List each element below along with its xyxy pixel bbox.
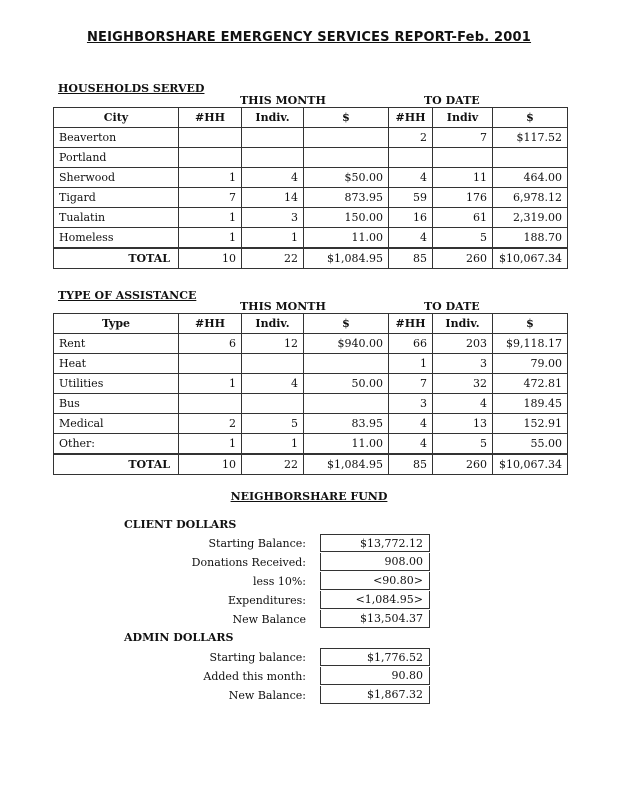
- value-cell: [242, 354, 304, 374]
- assistance-header-cell: $: [493, 314, 568, 334]
- row-label-cell: Utilities: [54, 374, 179, 394]
- table-row: [54, 148, 568, 168]
- households-header-cell: $: [493, 108, 568, 128]
- value-cell: 7: [179, 188, 242, 208]
- fund-row-label: less 10%:: [253, 575, 306, 588]
- value-cell: [179, 128, 242, 148]
- fund-row-label: New Balance: [232, 613, 306, 626]
- fund-row-label: Added this month:: [203, 670, 306, 683]
- value-cell: 464.00: [493, 168, 568, 188]
- value-cell: 1: [179, 208, 242, 228]
- value-cell: 4: [242, 374, 304, 394]
- value-cell: 189.45: [493, 394, 568, 414]
- value-cell: 1: [242, 434, 304, 455]
- value-cell: 79.00: [493, 354, 568, 374]
- households-header-cell: #HH: [179, 108, 242, 128]
- assistance-this-month-label: THIS MONTH: [240, 300, 326, 313]
- row-label-cell: Sherwood: [54, 168, 179, 188]
- total-value-cell: 10: [179, 248, 242, 269]
- value-cell: 472.81: [493, 374, 568, 394]
- total-value-cell: 85: [389, 248, 433, 269]
- assistance-header-cell: Indiv.: [242, 314, 304, 334]
- table-row: [54, 334, 568, 354]
- total-value-cell: 10: [179, 454, 242, 475]
- table-row: [54, 168, 568, 188]
- fund-row-value: 908.00: [320, 553, 430, 571]
- total-label-cell: TOTAL: [54, 454, 179, 475]
- client-dollars-heading: CLIENT DOLLARS: [124, 518, 237, 531]
- value-cell: 11.00: [304, 228, 389, 249]
- value-cell: 5: [433, 228, 493, 249]
- households-header-cell: Indiv: [433, 108, 493, 128]
- value-cell: 873.95: [304, 188, 389, 208]
- value-cell: [179, 354, 242, 374]
- total-row: [54, 454, 568, 475]
- value-cell: 203: [433, 334, 493, 354]
- households-to-date-label: TO DATE: [424, 94, 480, 107]
- value-cell: 176: [433, 188, 493, 208]
- total-value-cell: 85: [389, 454, 433, 475]
- value-cell: $940.00: [304, 334, 389, 354]
- value-cell: 3: [433, 354, 493, 374]
- value-cell: [433, 148, 493, 168]
- table-row: [54, 394, 568, 414]
- assistance-header-cell: #HH: [179, 314, 242, 334]
- fund-row: [120, 591, 430, 610]
- value-cell: [304, 148, 389, 168]
- value-cell: 6,978.12: [493, 188, 568, 208]
- assistance-section-title: TYPE OF ASSISTANCE: [58, 289, 197, 302]
- fund-row-label: Starting Balance:: [208, 537, 306, 550]
- value-cell: [493, 148, 568, 168]
- value-cell: $9,118.17: [493, 334, 568, 354]
- total-value-cell: 22: [242, 454, 304, 475]
- value-cell: 5: [433, 434, 493, 455]
- fund-row-label: Starting balance:: [209, 651, 306, 664]
- value-cell: 2: [179, 414, 242, 434]
- value-cell: 7: [389, 374, 433, 394]
- value-cell: 50.00: [304, 374, 389, 394]
- row-label-cell: Medical: [54, 414, 179, 434]
- households-header-cell: City: [54, 108, 179, 128]
- assistance-header-cell: $: [304, 314, 389, 334]
- total-value-cell: 260: [433, 248, 493, 269]
- table-row: [54, 414, 568, 434]
- value-cell: [242, 394, 304, 414]
- row-label-cell: Tigard: [54, 188, 179, 208]
- fund-row-label: New Balance:: [228, 689, 306, 702]
- value-cell: 4: [389, 168, 433, 188]
- value-cell: 188.70: [493, 228, 568, 249]
- households-section-title: HOUSEHOLDS SERVED: [58, 82, 205, 95]
- value-cell: [304, 128, 389, 148]
- value-cell: 4: [433, 394, 493, 414]
- value-cell: 152.91: [493, 414, 568, 434]
- fund-row: [120, 610, 430, 629]
- total-label-cell: TOTAL: [54, 248, 179, 269]
- assistance-to-date-label: TO DATE: [424, 300, 480, 313]
- value-cell: 1: [179, 228, 242, 249]
- fund-row-label: Donations Received:: [191, 556, 306, 569]
- fund-row: [120, 686, 430, 705]
- row-label-cell: Tualatin: [54, 208, 179, 228]
- value-cell: [179, 394, 242, 414]
- value-cell: 16: [389, 208, 433, 228]
- value-cell: 2: [389, 128, 433, 148]
- row-label-cell: Beaverton: [54, 128, 179, 148]
- value-cell: 4: [389, 228, 433, 249]
- row-label-cell: Homeless: [54, 228, 179, 249]
- value-cell: 1: [179, 434, 242, 455]
- fund-row-value: <1,084.95>: [320, 591, 430, 609]
- fund-row-label: Expenditures:: [227, 594, 306, 607]
- assistance-header-cell: Indiv.: [433, 314, 493, 334]
- fund-row-value: $13,772.12: [320, 534, 430, 552]
- value-cell: 59: [389, 188, 433, 208]
- page-title: NEIGHBORSHARE EMERGENCY SERVICES REPORT-Feb. 2001: [86, 30, 532, 45]
- fund-row: [120, 553, 430, 572]
- fund-row-value: $13,504.37: [320, 610, 430, 628]
- table-row: [54, 374, 568, 394]
- value-cell: 4: [389, 434, 433, 455]
- total-value-cell: $10,067.34: [493, 248, 568, 269]
- value-cell: 2,319.00: [493, 208, 568, 228]
- value-cell: [242, 128, 304, 148]
- table-row: [54, 188, 568, 208]
- value-cell: $117.52: [493, 128, 568, 148]
- value-cell: 1: [179, 374, 242, 394]
- value-cell: 32: [433, 374, 493, 394]
- value-cell: 7: [433, 128, 493, 148]
- table-row: [54, 208, 568, 228]
- admin-dollars-heading: ADMIN DOLLARS: [124, 631, 234, 644]
- fund-row: [120, 667, 430, 686]
- value-cell: 4: [242, 168, 304, 188]
- row-label-cell: Other:: [54, 434, 179, 455]
- value-cell: 6: [179, 334, 242, 354]
- table-row: [54, 434, 568, 455]
- assistance-body: [54, 334, 568, 475]
- assistance-table: [53, 313, 568, 475]
- total-value-cell: $1,084.95: [304, 248, 389, 269]
- value-cell: [242, 148, 304, 168]
- value-cell: 5: [242, 414, 304, 434]
- value-cell: [389, 148, 433, 168]
- table-row: [54, 228, 568, 249]
- households-header-cell: Indiv.: [242, 108, 304, 128]
- value-cell: 150.00: [304, 208, 389, 228]
- assistance-header-cell: Type: [54, 314, 179, 334]
- table-row: [54, 354, 568, 374]
- value-cell: 1: [242, 228, 304, 249]
- row-label-cell: Portland: [54, 148, 179, 168]
- total-value-cell: $1,084.95: [304, 454, 389, 475]
- assistance-header-cell: #HH: [389, 314, 433, 334]
- value-cell: 11.00: [304, 434, 389, 455]
- fund-row-value: $1,776.52: [320, 648, 430, 666]
- total-row: [54, 248, 568, 269]
- total-value-cell: 22: [242, 248, 304, 269]
- value-cell: 3: [389, 394, 433, 414]
- households-header-cell: $: [304, 108, 389, 128]
- fund-row-value: <90.80>: [320, 572, 430, 590]
- value-cell: 1: [179, 168, 242, 188]
- value-cell: 3: [242, 208, 304, 228]
- households-body: [54, 128, 568, 269]
- value-cell: [304, 394, 389, 414]
- value-cell: [179, 148, 242, 168]
- value-cell: 55.00: [493, 434, 568, 455]
- households-table: [53, 107, 568, 269]
- value-cell: 14: [242, 188, 304, 208]
- fund-row-value: 90.80: [320, 667, 430, 685]
- total-value-cell: $10,067.34: [493, 454, 568, 475]
- value-cell: 61: [433, 208, 493, 228]
- total-value-cell: 260: [433, 454, 493, 475]
- value-cell: [304, 354, 389, 374]
- value-cell: $50.00: [304, 168, 389, 188]
- value-cell: 11: [433, 168, 493, 188]
- households-this-month-label: THIS MONTH: [240, 94, 326, 107]
- fund-row: [120, 648, 430, 667]
- value-cell: 13: [433, 414, 493, 434]
- assistance-header-row: [54, 314, 568, 334]
- row-label-cell: Heat: [54, 354, 179, 374]
- value-cell: 83.95: [304, 414, 389, 434]
- value-cell: 66: [389, 334, 433, 354]
- households-header-row: [54, 108, 568, 128]
- fund-row-value: $1,867.32: [320, 686, 430, 704]
- households-header-cell: #HH: [389, 108, 433, 128]
- table-row: [54, 128, 568, 148]
- value-cell: 12: [242, 334, 304, 354]
- fund-title: NEIGHBORSHARE FUND: [230, 490, 388, 503]
- row-label-cell: Rent: [54, 334, 179, 354]
- fund-row: [120, 534, 430, 553]
- value-cell: 1: [389, 354, 433, 374]
- fund-row: [120, 572, 430, 591]
- row-label-cell: Bus: [54, 394, 179, 414]
- value-cell: 4: [389, 414, 433, 434]
